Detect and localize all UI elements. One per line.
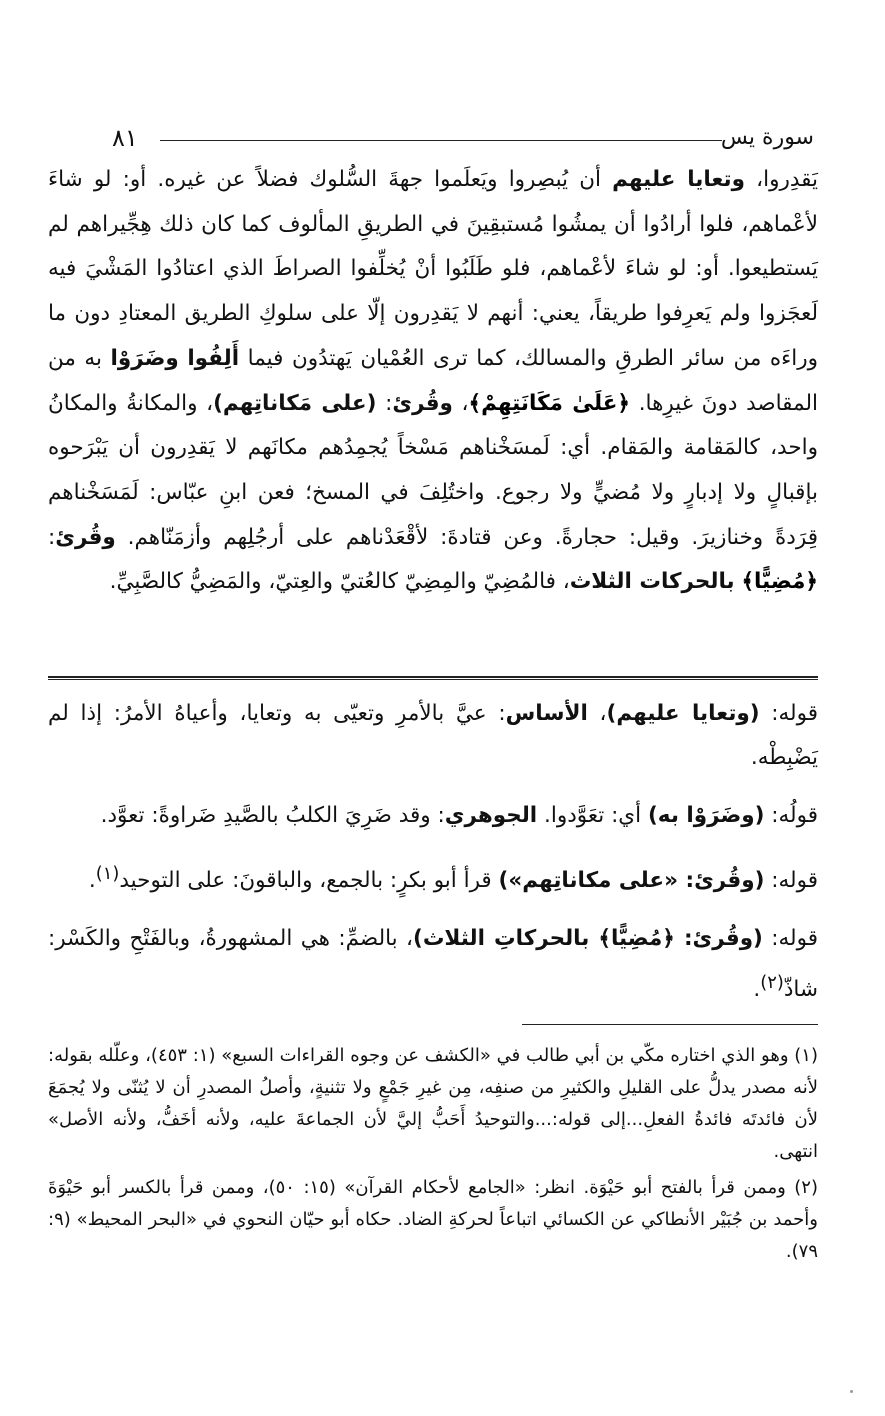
- footnote-divider: [522, 1024, 818, 1025]
- text-run: قرأ أبو بكرٍ: بالجمع، والباقونَ: على التوحيد: [119, 868, 499, 894]
- text-run: أن يُبصِروا ويَعلَموا جهةَ السُّلوك فضلاً عن غيره. أو: لو شاءَ لأعْماهم، فلوا أرادُوا أن يمشُوا مُستبقِينَ في الطريقِ المألوف كما كان ذلك هِجِّيراهم لم يَستطيعوا. أو: لو شاءَ لأعْماهم، فلو طَلَبُوا أنْ يُخلِّفوا الصراطَ الذي اعتادُوا المَشْيَ فيه لَعجَزوا ولم يَعرِفوا طريقاً، يعني: أنهم لا يَقدِرون إلّا على سلوكِ الطريق المعتادِ دون ما وراءَه من سائر الطرقِ والمسالك، كما ترى العُمْيان يَهتدُون فيما: [48, 167, 819, 371]
- text-run: يَقدِروا،: [745, 167, 818, 192]
- text-run: ، فالمُضِيّ والمِضِيّ كالعُتيّ والعِتيّ، والمَضِيُّ كالصَّبِيِّ.: [109, 569, 570, 595]
- text-run: أي: تعَوَّدوا.: [537, 803, 648, 828]
- text-run: قولُه:: [764, 803, 818, 828]
- footnotes-section: [48, 1040, 818, 1272]
- quran-quote: ﴿مُضِيًّا﴾: [741, 569, 818, 595]
- bold-term: وقُرئ: [55, 524, 116, 550]
- commentary-paragraph: [48, 794, 818, 838]
- bold-term: وقُرئ: [392, 390, 453, 416]
- footnote-1: (١) وهو الذي اختاره مكّي بن أبي طالب في «الكشف عن وجوه القراءات السبع» (١: ٤٥٣)، وعلّله بقوله: لأنه مصدر يدلُّ على القليلِ والكثيرِ من صنفِه، مِن غيرِ جَمْعٍ ولا تثنيةٍ، وأصلُ المصدرِ أن لا يُثنّى ولا يُجمَعَ لأن فائدتَه فائدةُ الفعلِ...إلى قوله:...والتوحيدُ أَحَبُّ إليَّ لأن الجماعةَ عليه، ولأنه أخَفُّ، ولأنه الأصل» انتهى.: [48, 1045, 818, 1162]
- text-run: ، والمكانةُ والمكانُ واحد، كالمَقامة والمَقام. أي: لَمسَخْناهم مَسْخاً يُجمِدُهم مكانَهم لا يَقدِرون أن يَبْرَحوه بإقبالٍ ولا إدبارٍ ولا مُضيٍّ ولا رجوع. واختُلِفَ في المسخ؛ فعن ابنِ عبّاس: لَمَسَخْناهم قِرَدةً وخنازيرَ. وقيل: حجارةً. وعن قتادةَ: لأقْعَدْناهم على أرجُلِهم وأزمَنّاهم.: [48, 390, 818, 550]
- commentary-paragraph: [48, 852, 818, 903]
- bold-term: الأساس: [505, 701, 588, 726]
- page-header: [112, 118, 814, 158]
- text-run: ،: [452, 390, 469, 416]
- footnote-ref: (١): [95, 863, 120, 884]
- commentary-paragraph: [48, 692, 818, 780]
- text-run: قوله:: [764, 868, 818, 894]
- bold-term: (وتعايا عليهم): [606, 701, 760, 726]
- bold-term: بالحركات الثلاث: [569, 569, 735, 595]
- bold-term: (وقُرئ: ﴿مُضِيًّا﴾ بالحركاتِ الثلاث): [413, 926, 763, 952]
- bold-term: (وضَرَوْا به): [647, 803, 765, 828]
- text-run: .: [753, 977, 761, 1003]
- text-run: به من المقاصد دونَ غيرِها.: [48, 345, 819, 416]
- page-number: ٨١: [112, 124, 138, 152]
- bold-term: وضَرَوْا: [110, 345, 179, 371]
- text-run: :: [48, 524, 56, 550]
- bold-term: (على مَكاناتِهم): [213, 390, 377, 416]
- text-run: قوله:: [762, 926, 818, 952]
- text-run: : عيَّ بالأمرِ وتعيّى به وتعايا، وأعياهُ الأمرُ: إذا لم يَضْبِطْه.: [48, 701, 818, 770]
- header-rule: [160, 140, 722, 141]
- footnote-ref: (٢): [760, 972, 784, 994]
- text-run: :: [376, 390, 393, 416]
- bold-term: وتعايا عليهم: [612, 167, 745, 192]
- text-run: ،: [587, 701, 607, 726]
- text-run: : وقد ضَرِيَ الكلبُ بالصَّيدِ ضَراوةً: تعوَّد.: [100, 803, 445, 828]
- bold-term: الجوهري: [444, 803, 538, 828]
- surah-title: سورة يس: [720, 125, 814, 150]
- text-run: ، بالضمِّ: هي المشهورةُ، وبالفَتْحِ والكَسْر: شاذّ: [48, 926, 818, 1003]
- bold-term: (وقُرئ: «على مكاناتِهم»): [498, 868, 765, 894]
- main-text: [48, 158, 818, 605]
- main-paragraph: [48, 158, 818, 605]
- commentary-section: [48, 692, 818, 1026]
- section-divider-thin: [48, 679, 818, 680]
- scan-speck: [850, 1390, 853, 1393]
- footnote-2: (٢) وممن قرأ بالفتح أبو حَيْوَة. انظر: «الجامع لأحكام القرآن» (١٥: ٥٠)، وممن قرأ بالكسر أبو حَيْوَةَ وأحمد بن جُبَيْر الأنطاكي عن الكسائي اتباعاً لحركةِ الضاد. حكاه أبو حيّان النحوي في «البحر المحيط» (٩: ٧٩).: [48, 1177, 818, 1262]
- commentary-paragraph: [48, 917, 818, 1012]
- quran-quote: ﴿عَلَىٰ مَكَانَتِهِمْ﴾: [468, 390, 631, 416]
- bold-term: أَلِفُوا: [187, 345, 240, 371]
- section-divider: [48, 676, 818, 678]
- text-run: .: [88, 868, 96, 894]
- text-run: قوله:: [759, 701, 818, 726]
